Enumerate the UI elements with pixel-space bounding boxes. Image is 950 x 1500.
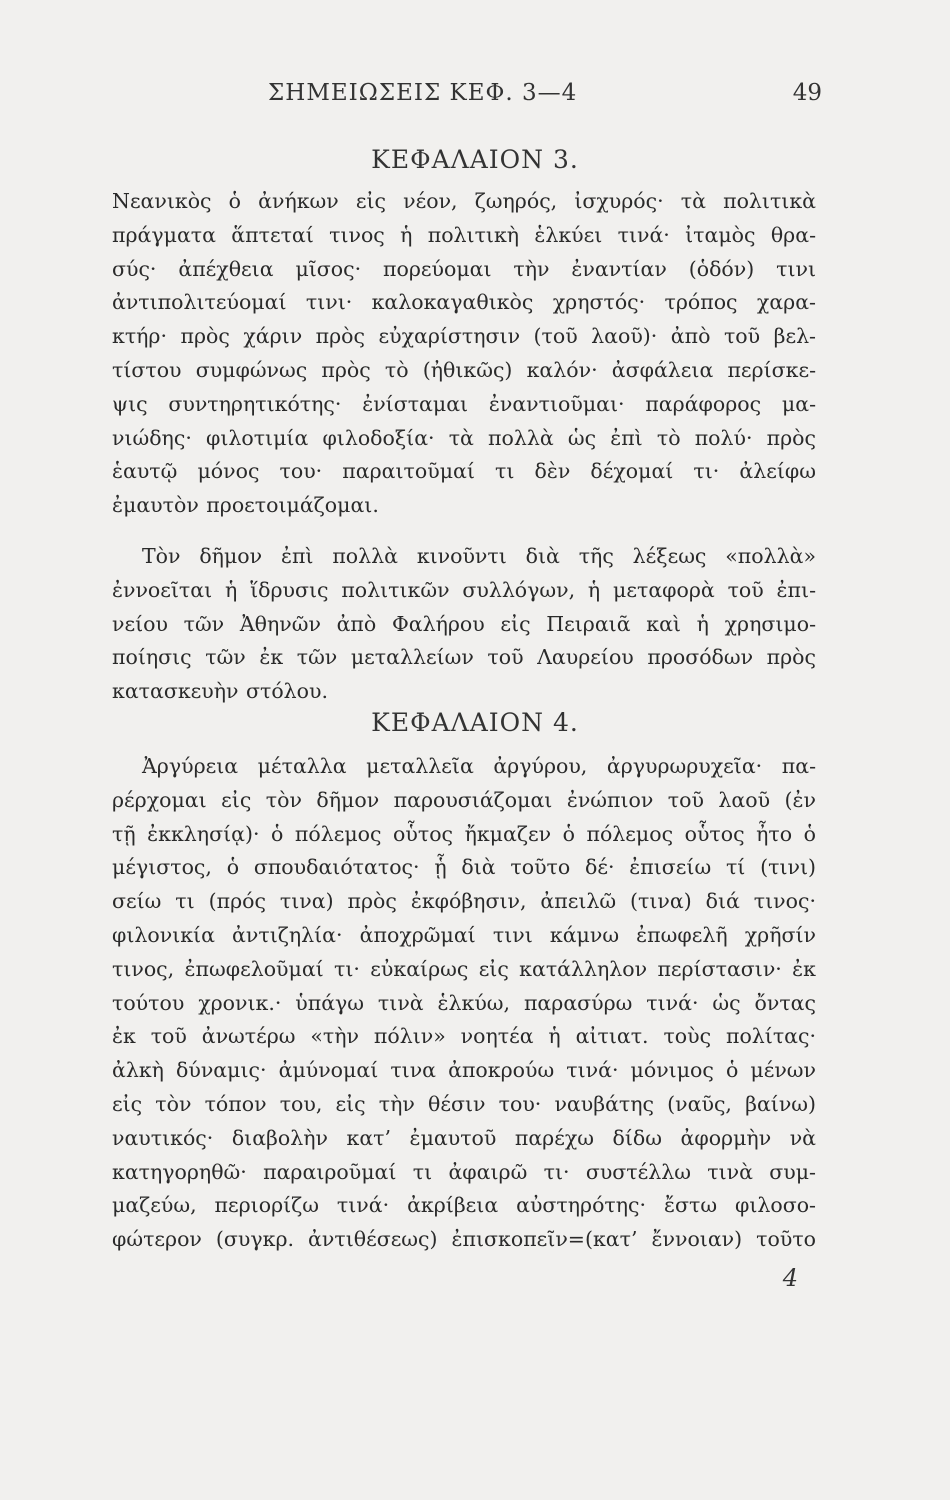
text-line: Νεανικὸς ὁ ἀνήκων εἰς νέον, ζωηρός, ἰσχυρός· τὰ πολιτικὰ	[112, 189, 816, 213]
text-line: τινος, ἐπωφελοῦμαί τι· εὐκαίρως εἰς κατάλληλον περίστασιν· ἐκ	[112, 956, 816, 981]
page-number: 49	[792, 80, 822, 106]
text-line: Ἀργύρεια μέταλλα μεταλλεῖα ἀργύρου, ἀργυρωρυχεῖα· πα-	[142, 754, 816, 778]
text-line: τούτου χρονικ.· ὑπάγω τινὰ ἑλκύω, παρασύρω τινά· ὡς ὄντας	[112, 990, 816, 1015]
text-line: εἰς τὸν τόπον του, εἰς τὴν θέσιν του· ναυβάτης (ναῦς, βαίνω)	[112, 1091, 816, 1116]
text-line: νιώδης· φιλοτιμία φιλοδοξία· τὰ πολλὰ ὡς ἐπὶ τὸ πολύ· πρὸς	[112, 425, 816, 450]
text-line: κτήρ· πρὸς χάριν πρὸς εὐχαρίστησιν (τοῦ λαοῦ)· ἀπὸ τοῦ βελ-	[112, 324, 816, 349]
text-line: κατασκευὴν στόλου.	[112, 679, 328, 704]
text-line: Τὸν δῆμον ἐπὶ πολλὰ κινοῦντι διὰ τῆς λέξεως «πολλὰ»	[142, 544, 816, 568]
chapter-3-heading: ΚΕΦΑΛΑΙΟΝ 3.	[371, 145, 579, 174]
text-line: ἀλκὴ δύναμις· ἀμύνομαί τινα ἀποκρούω τινά· μόνιμος ὁ μένων	[112, 1058, 816, 1083]
text-line: σείω τι (πρός τινα) πρὸς ἐκφόβησιν, ἀπειλῶ (τινα) διά τινος·	[112, 889, 816, 914]
text-line: ἐκ τοῦ ἀνωτέρω «τὴν πόλιν» νοητέα ἡ αἰτιατ. τοὺς πολίτας·	[112, 1024, 816, 1049]
text-line: ἀντιπολιτεύομαί τινι· καλοκαγαθικὸς χρηστός· τρόπος χαρα-	[112, 290, 816, 315]
text-line: νείου τῶν Ἀθηνῶν ἀπὸ Φαλήρου εἰς Πειραιᾶ καὶ ἡ χρησιμο-	[112, 611, 816, 636]
text-line: τῇ ἐκκλησίᾳ)· ὁ πόλεμος οὗτος ἤκμαζεν ὁ πόλεμος οὗτος ἦτο ὁ	[112, 821, 816, 846]
chapter-4-heading: ΚΕΦΑΛΑΙΟΝ 4.	[371, 708, 579, 737]
text-line: φιλονικία ἀντιζηλία· ἀποχρῶμαί τινι κάμνω ἐπωφελῆ χρῆσίν	[112, 922, 816, 947]
text-line: τίστου συμφώνως πρὸς τὸ (ἠθικῶς) καλόν· ἀσφάλεια περίσκε-	[112, 357, 816, 382]
running-head: ΣΗΜΕΙΩΣΕΙΣ ΚΕΦ. 3—4	[268, 80, 578, 106]
text-line: ψις συντηρητικότης· ἐνίσταμαι ἐναντιοῦμαι· παράφορος μα-	[112, 391, 816, 416]
text-line: σύς· ἀπέχθεια μῖσος· πορεύομαι τὴν ἐναντίαν (ὁδόν) τινι	[112, 256, 816, 281]
text-line: ποίησις τῶν ἐκ τῶν μεταλλείων τοῦ Λαυρείου προσόδων πρὸς	[112, 645, 816, 670]
text-line: ρέρχομαι εἰς τὸν δῆμον παρουσιάζομαι ἐνώπιον τοῦ λαοῦ (ἐν	[112, 787, 816, 812]
chapter-3-paragraph-2	[112, 540, 816, 709]
text-line: ἐμαυτὸν προετοιμάζομαι.	[112, 493, 379, 518]
text-line: πράγματα ἅπτεταί τινος ἡ πολιτικὴ ἑλκύει τινά· ἰταμὸς θρα-	[112, 222, 816, 247]
text-line: ἑαυτῷ μόνος του· παραιτοῦμαί τι δὲν δέχομαί τι· ἀλείφω	[112, 459, 816, 484]
chapter-3-paragraph-1	[112, 185, 816, 523]
text-line: μέγιστος, ὁ σπουδαιότατος· ᾗ διὰ τοῦτο δέ· ἐπισείω τί (τινι)	[112, 855, 816, 880]
text-line: ναυτικός· διαβολὴν κατ’ ἐμαυτοῦ παρέχω δίδω ἀφορμὴν νὰ	[112, 1125, 816, 1150]
signature-mark: 4	[782, 1264, 798, 1292]
chapter-4-paragraph-1	[112, 750, 816, 1257]
text-line: ἐννοεῖται ἡ ἵδρυσις πολιτικῶν συλλόγων, ἡ μεταφορὰ τοῦ ἐπι-	[112, 577, 816, 602]
text-line: φώτερον (συγκρ. ἀντιθέσεως) ἐπισκοπεῖν=(κατ’ ἔννοιαν) τοῦτο	[112, 1227, 816, 1252]
text-line: κατηγορηθῶ· παραιροῦμαί τι ἀφαιρῶ τι· συστέλλω τινὰ συμ-	[112, 1159, 816, 1184]
text-line: μαζεύω, περιορίζω τινά· ἀκρίβεια αὐστηρότης· ἔστω φιλοσο-	[112, 1193, 816, 1218]
